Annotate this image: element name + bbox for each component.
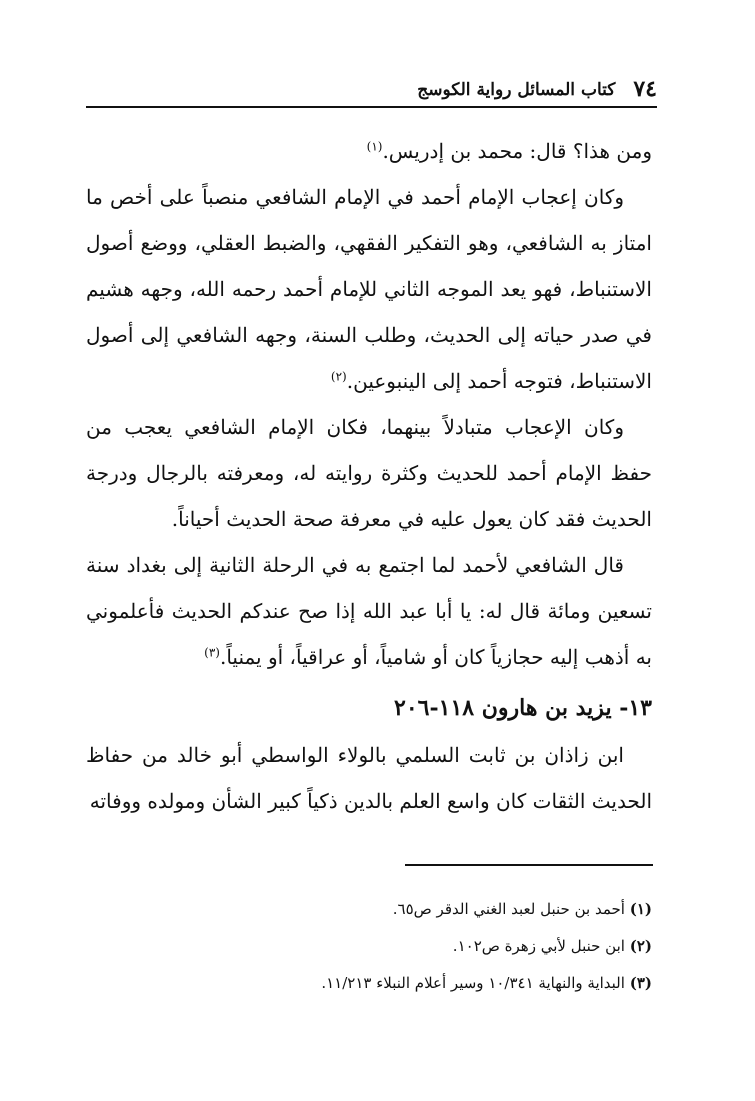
- paragraph-2-text: وكان إعجاب الإمام أحمد في الإمام الشافعي منصباً على أخص ما امتاز به الشافعي، وهو التفكير الفقهي، والضبط العقلي، ووضع أصول الاستنباط، فهو يعد الموجه الثاني للإمام أحمد رحمه الله، وجهه هشيم في صدر حياته إلى الحديث، وطلب السنة، وجهه الشافعي إلى أصول الاستنباط، فتوجه أحمد إلى الينبوعين.: [86, 185, 652, 393]
- footnote-3: [86, 965, 652, 1002]
- footnote-ref-3: (٣): [204, 645, 220, 660]
- footnote-separator: [405, 864, 653, 866]
- paragraph-5-text: ابن زاذان بن ثابت السلمي بالولاء الواسطي أبو خالد من حفاظ الحديث الثقات كان واسع العلم بالدين ذكياً كبير الشأن ومولده ووفاته: [86, 743, 652, 813]
- paragraph-1-text: ومن هذا؟ قال: محمد بن إدريس.: [382, 139, 652, 163]
- page-number: ٧٤: [633, 76, 657, 102]
- paragraph-2: [86, 174, 652, 404]
- paragraph-3: [86, 404, 652, 542]
- footnote-1-text: أحمد بن حنبل لعبد الغني الدقر ص٦٥.: [392, 900, 625, 918]
- running-title: كتاب المسائل رواية الكوسج: [417, 80, 616, 100]
- footnote-ref-2: (٢): [330, 369, 347, 384]
- footnote-2-text: ابن حنبل لأبي زهرة ص١٠٢.: [452, 937, 625, 955]
- paragraph-4-text: قال الشافعي لأحمد لما اجتمع به في الرحلة الثانية إلى بغداد سنة تسعين ومائة قال له: يا أبا عبد الله إذا صح عندكم الحديث فأعلموني به أذهب إليه حجازياً كان أو شامياً، أو عراقياً، أو يمنياً.: [86, 553, 652, 669]
- footnote-1: [86, 891, 652, 928]
- paragraph-4: [86, 542, 652, 680]
- paragraph-5: [86, 732, 652, 824]
- footnotes: [86, 891, 652, 1002]
- footnote-2: [86, 928, 652, 965]
- paragraph-1: [86, 128, 652, 174]
- paragraph-3-text: وكان الإعجاب متبادلاً بينهما، فكان الإمام الشافعي يعجب من حفظ الإمام أحمد للحديث وكثرة روايته له، ومعرفته بالرجال ودرجة الحديث فقد كان يعول عليه في معرفة صحة الحديث أحياناً.: [86, 415, 652, 531]
- section-heading: ١٣- يزيد بن هارون ١١٨-٢٠٦: [394, 695, 652, 721]
- footnote-1-number: (١): [629, 900, 652, 918]
- main-text: [86, 128, 652, 824]
- footnote-3-number: (٣): [629, 974, 652, 992]
- footnote-ref-1: (١): [366, 139, 383, 154]
- footnote-2-number: (٢): [629, 937, 652, 955]
- footnote-3-text: البداية والنهاية ١٠/٣٤١ وسير أعلام النبلاء ١١/٢١٣.: [321, 974, 625, 992]
- page-header: [86, 70, 657, 104]
- header-rule: [86, 106, 657, 108]
